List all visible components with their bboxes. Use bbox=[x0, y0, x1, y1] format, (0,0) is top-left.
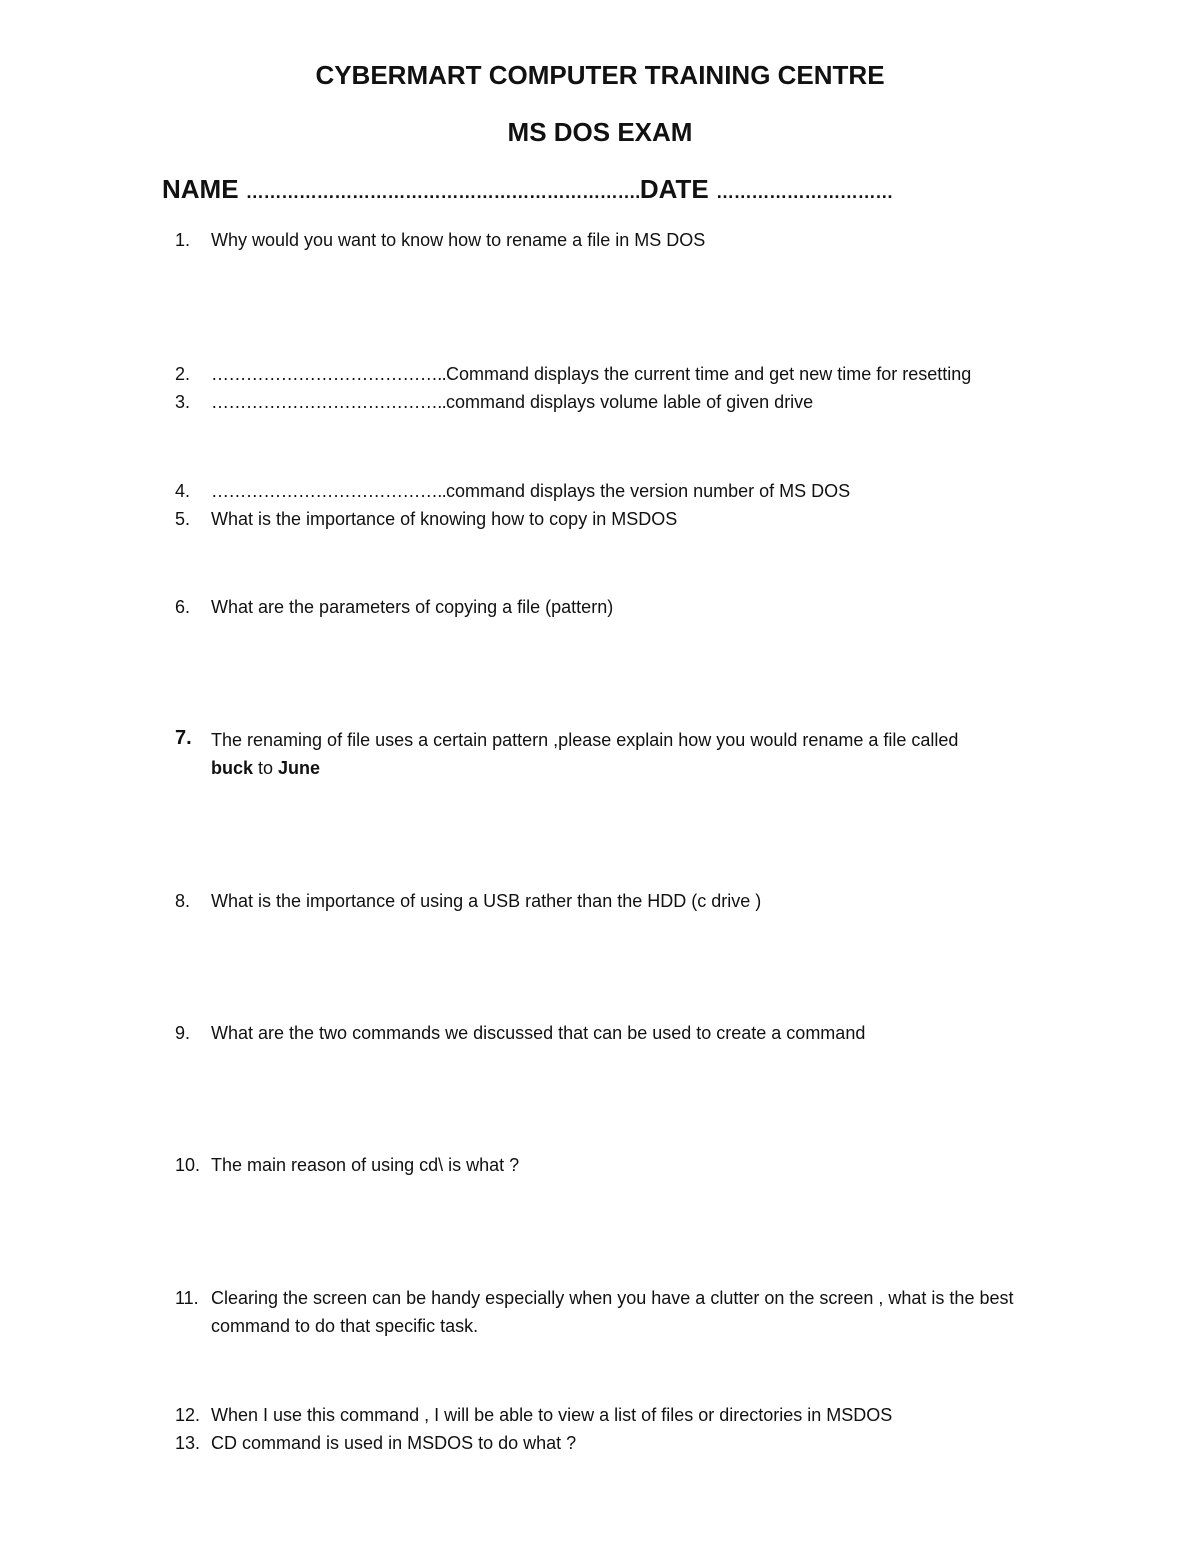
question-number: 3. bbox=[175, 392, 191, 412]
institution-title: CYBERMART COMPUTER TRAINING CENTRE bbox=[315, 60, 885, 90]
question-11 bbox=[175, 1284, 1055, 1340]
answer-blank: ………………………………….. bbox=[211, 364, 447, 384]
old-filename: buck bbox=[211, 758, 254, 778]
question-number: 9. bbox=[175, 1023, 191, 1043]
question-text: command displays the version number of MS DOS bbox=[446, 481, 851, 501]
question-1 bbox=[175, 226, 1055, 254]
question-13 bbox=[175, 1429, 1055, 1457]
question-number: 7. bbox=[175, 727, 192, 749]
question-text: The renaming of file uses a certain pattern ,please explain how you would rename a file called bbox=[211, 730, 959, 750]
question-text: Why would you want to know how to rename a file in MS DOS bbox=[211, 230, 706, 250]
question-5 bbox=[175, 505, 1055, 533]
question-7 bbox=[175, 726, 1055, 782]
question-3 bbox=[175, 388, 1055, 416]
question-10 bbox=[175, 1151, 1055, 1179]
question-text: What are the two commands we discussed that can be used to create a command bbox=[211, 1023, 866, 1043]
answer-blank: ………………………………….. bbox=[211, 392, 447, 412]
question-6 bbox=[175, 593, 1055, 621]
question-text: What is the importance of using a USB rather than the HDD (c drive ) bbox=[211, 891, 762, 911]
question-text: The main reason of using cd\ is what ? bbox=[211, 1155, 520, 1175]
question-text: Command displays the current time and get new time for resetting bbox=[446, 364, 972, 384]
new-filename: June bbox=[278, 758, 321, 778]
question-text: Clearing the screen can be handy especially when you have a clutter on the screen , what is the best command to do that specific task. bbox=[211, 1288, 1014, 1336]
question-text: command displays volume lable of given drive bbox=[446, 392, 814, 412]
answer-blank: ………………………………….. bbox=[211, 481, 447, 501]
question-number: 6. bbox=[175, 597, 191, 617]
date-label: DATE bbox=[639, 174, 709, 204]
name-date-line bbox=[162, 174, 893, 205]
question-number: 8. bbox=[175, 891, 191, 911]
exam-title: MS DOS EXAM bbox=[507, 117, 693, 147]
question-text: When I use this command , I will be able to view a list of files or directories in MSDOS bbox=[211, 1405, 893, 1425]
question-9 bbox=[175, 1019, 1055, 1047]
question-text: CD command is used in MSDOS to do what ? bbox=[211, 1433, 577, 1453]
question-number: 10. bbox=[175, 1155, 201, 1175]
question-number: 1. bbox=[175, 230, 191, 250]
question-text: What are the parameters of copying a file (pattern) bbox=[211, 597, 614, 617]
question-text: What is the importance of knowing how to copy in MSDOS bbox=[211, 509, 678, 529]
question-number: 12. bbox=[175, 1405, 201, 1425]
question-4 bbox=[175, 477, 1055, 505]
name-blank: …………………………………………………………. bbox=[245, 182, 640, 202]
question-number: 4. bbox=[175, 481, 191, 501]
question-number: 5. bbox=[175, 509, 191, 529]
name-label: NAME bbox=[162, 174, 239, 204]
question-number: 13. bbox=[175, 1433, 201, 1453]
question-12 bbox=[175, 1401, 1055, 1429]
question-number: 2. bbox=[175, 364, 191, 384]
connector-text: to bbox=[253, 758, 279, 778]
question-2 bbox=[175, 360, 1055, 388]
date-blank: ………………………… bbox=[716, 182, 894, 202]
question-number: 11. bbox=[175, 1288, 199, 1308]
question-8 bbox=[175, 887, 1055, 915]
